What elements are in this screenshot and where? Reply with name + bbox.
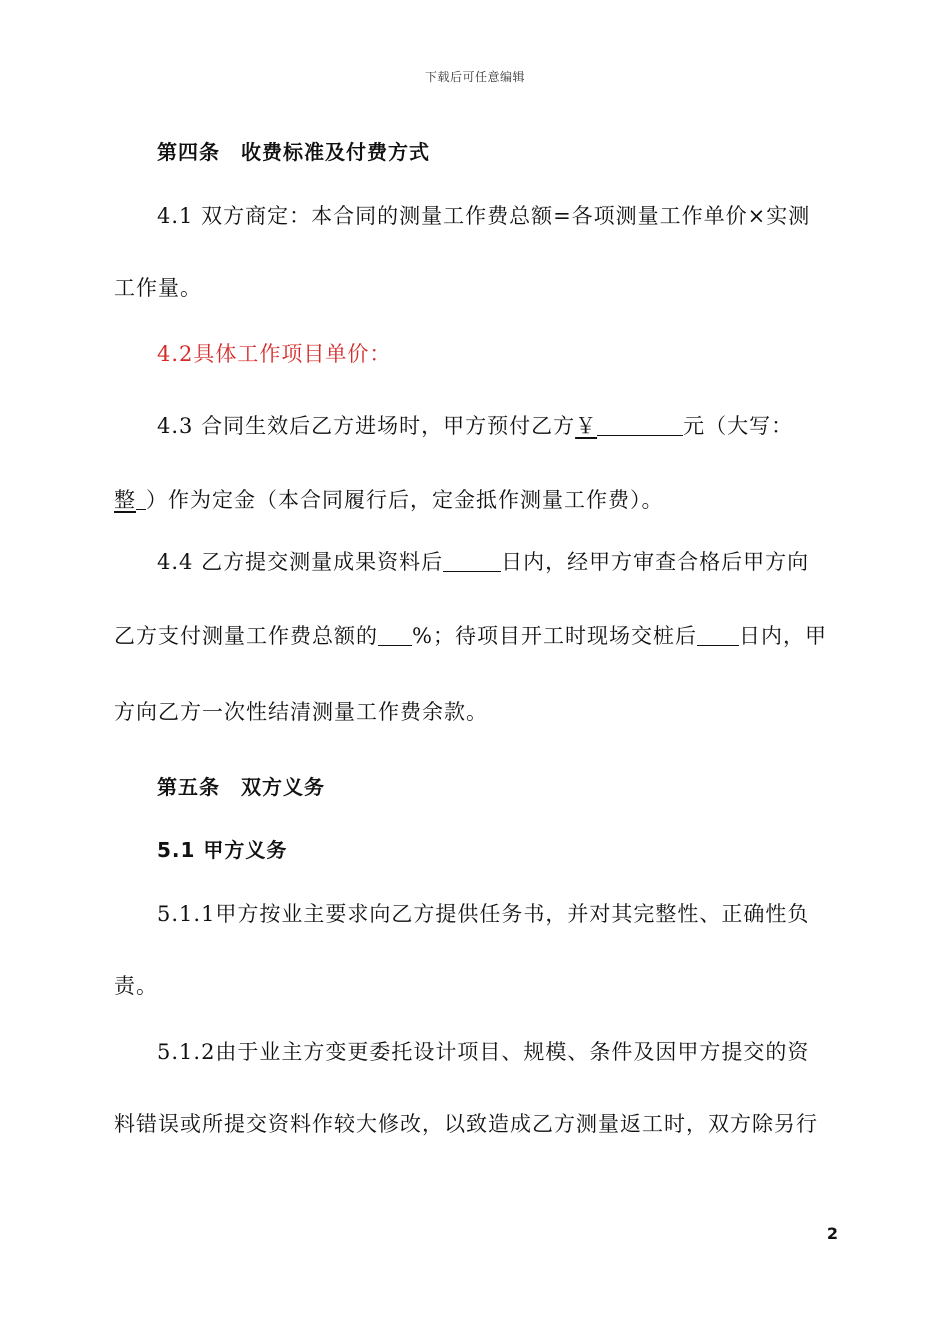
clause-5-1-1-line-1: 5.1.1甲方按业主要求向乙方提供任务书，并对其完整性、正确性负 xyxy=(157,902,810,926)
clause-4-4-line-3: 方向乙方一次性结清测量工作费余款。 xyxy=(114,700,488,724)
days-blank-2 xyxy=(697,625,739,646)
clause-4-3-text-b: 元（大写： xyxy=(683,414,794,438)
days-blank-1 xyxy=(443,551,501,572)
amount-words-blank: 整 xyxy=(114,488,136,512)
yen-symbol: ￥ xyxy=(575,414,598,438)
amount-blank xyxy=(597,415,683,436)
clause-5-1-1-line-2: 责。 xyxy=(114,974,158,998)
amount-words-underline xyxy=(136,489,146,510)
page-header: 下载后可任意编辑 xyxy=(424,70,525,84)
clause-4-3-text-a: 4.3 合同生效后乙方进场时，甲方预付乙方 xyxy=(157,414,576,438)
percent-blank xyxy=(378,625,412,646)
clause-5-1-2-line-2: 料错误或所提交资料作较大修改，以致造成乙方测量返工时，双方除另行 xyxy=(114,1112,818,1136)
clause-4-4-line-1 xyxy=(157,546,809,576)
clause-4-4-text-b: 日内，经甲方审查合格后甲方向 xyxy=(501,550,810,574)
clause-4-1-line-2: 工作量。 xyxy=(114,276,202,300)
clause-4-1-line-1: 4.1 双方商定：本合同的测量工作费总额=各项测量工作单价×实测 xyxy=(157,204,811,228)
clause-4-3-line-1 xyxy=(157,410,793,440)
clause-4-4-line-2 xyxy=(114,620,827,650)
article-4-heading: 第四条 收费标准及付费方式 xyxy=(157,140,430,164)
page-number: 2 xyxy=(826,1224,838,1243)
clause-4-4-text-e: 日内，甲 xyxy=(738,624,827,648)
clause-4-3-line-2 xyxy=(114,484,664,514)
clause-5-1-2-line-1: 5.1.2由于业主方变更委托设计项目、规模、条件及因甲方提交的资 xyxy=(157,1040,810,1064)
clause-4-3-text-d: ）作为定金（本合同履行后，定金抵作测量工作费）。 xyxy=(146,488,664,512)
clause-4-4-text-a: 4.4 乙方提交测量成果资料后 xyxy=(157,550,444,574)
clause-4-4-text-d: %；待项目开工时现场交桩后 xyxy=(412,624,697,648)
section-5-1-heading: 5.1 甲方义务 xyxy=(157,838,288,862)
clause-4-2: 4.2具体工作项目单价： xyxy=(157,342,392,366)
clause-4-4-text-c: 乙方支付测量工作费总额的 xyxy=(114,624,378,648)
article-5-heading: 第五条 双方义务 xyxy=(157,775,325,799)
